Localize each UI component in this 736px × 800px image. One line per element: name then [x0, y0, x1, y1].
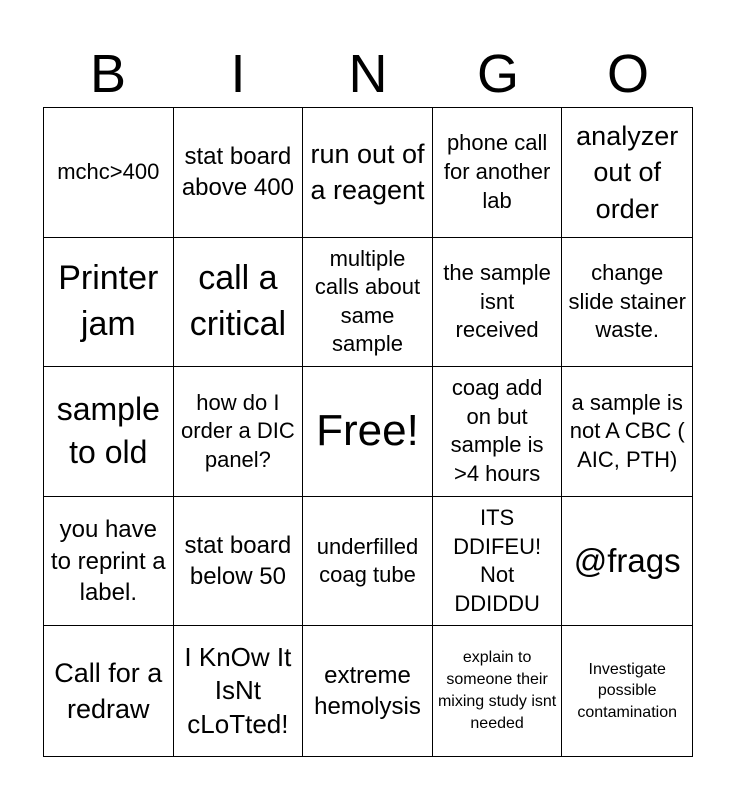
cell-text: ITS DDIFEU! Not DDIDDU	[453, 504, 542, 616]
cell-text: call a critical	[189, 259, 287, 343]
bingo-cell-r5-c3[interactable]	[303, 626, 433, 756]
header-letter-o: O	[606, 44, 649, 104]
bingo-cell-r5-c5[interactable]	[562, 626, 692, 756]
bingo-header	[43, 40, 693, 108]
bingo-cell-r2-c4[interactable]	[433, 238, 563, 368]
header-letter-b: B	[89, 44, 127, 104]
free-space-text: Free!	[316, 406, 419, 456]
bingo-cell-r4-c5[interactable]	[562, 497, 692, 627]
bingo-cell-r3-c2[interactable]	[174, 367, 304, 497]
cell-text: analyzer out of order	[576, 120, 679, 224]
cell-text: Printer jam	[58, 259, 159, 343]
header-letter-n: N	[348, 44, 388, 104]
bingo-cell-r5-c1[interactable]	[44, 626, 174, 756]
bingo-cell-r1-c1[interactable]	[44, 108, 174, 238]
bingo-cell-r4-c3[interactable]	[303, 497, 433, 627]
cell-text: stat board below 50	[184, 531, 292, 591]
bingo-cell-r4-c1[interactable]	[44, 497, 174, 627]
cell-text: @frags	[573, 541, 681, 579]
cell-text: extreme hemolysis	[314, 662, 421, 721]
bingo-cell-r4-c2[interactable]	[174, 497, 304, 627]
bingo-cell-r4-c4[interactable]	[433, 497, 563, 627]
bingo-cell-r1-c5[interactable]	[562, 108, 692, 238]
bingo-cell-r3-c1[interactable]	[44, 367, 174, 497]
cell-text: I KnOw It IsNt cLoTted!	[184, 641, 292, 740]
bingo-cell-r2-c3[interactable]	[303, 238, 433, 368]
cell-text: stat board above 400	[181, 143, 294, 202]
cell-text: underfilled coag tube	[316, 533, 419, 588]
cell-text: sample to old	[56, 391, 160, 471]
bingo-cell-free-space[interactable]	[303, 367, 433, 497]
bingo-cell-r2-c5[interactable]	[562, 238, 692, 368]
bingo-cell-r2-c1[interactable]	[44, 238, 174, 368]
cell-text: Investigate possible contamination	[577, 660, 677, 721]
cell-text: the sample isnt received	[443, 260, 551, 343]
cell-text: change slide stainer waste.	[568, 260, 686, 343]
header-letter-i: I	[230, 44, 246, 104]
bingo-cell-r2-c2[interactable]	[174, 238, 304, 368]
cell-text: coag add on but sample is >4 hours	[450, 375, 544, 487]
cell-text: how do I order a DIC panel?	[181, 389, 295, 472]
cell-text: a sample is not A CBC ( AIC, PTH)	[569, 389, 685, 472]
cell-text: phone call for another lab	[443, 130, 551, 213]
cell-text: you have to reprint a label.	[50, 516, 166, 606]
bingo-board	[43, 107, 693, 757]
bingo-cell-r5-c2[interactable]	[174, 626, 304, 756]
bingo-cell-r1-c2[interactable]	[174, 108, 304, 238]
cell-text: mchc>400	[57, 159, 160, 184]
bingo-cell-r1-c4[interactable]	[433, 108, 563, 238]
bingo-cell-r5-c4[interactable]	[433, 626, 563, 756]
cell-text: explain to someone their mixing study isnt needed	[437, 649, 557, 733]
bingo-cell-r1-c3[interactable]	[303, 108, 433, 238]
header-letter-g: G	[476, 44, 519, 104]
cell-text: Call for a redraw	[54, 657, 163, 725]
cell-text: multiple calls about same sample	[314, 245, 421, 357]
bingo-cell-r3-c4[interactable]	[433, 367, 563, 497]
cell-text: run out of a reagent	[310, 138, 425, 206]
bingo-cell-r3-c5[interactable]	[562, 367, 692, 497]
